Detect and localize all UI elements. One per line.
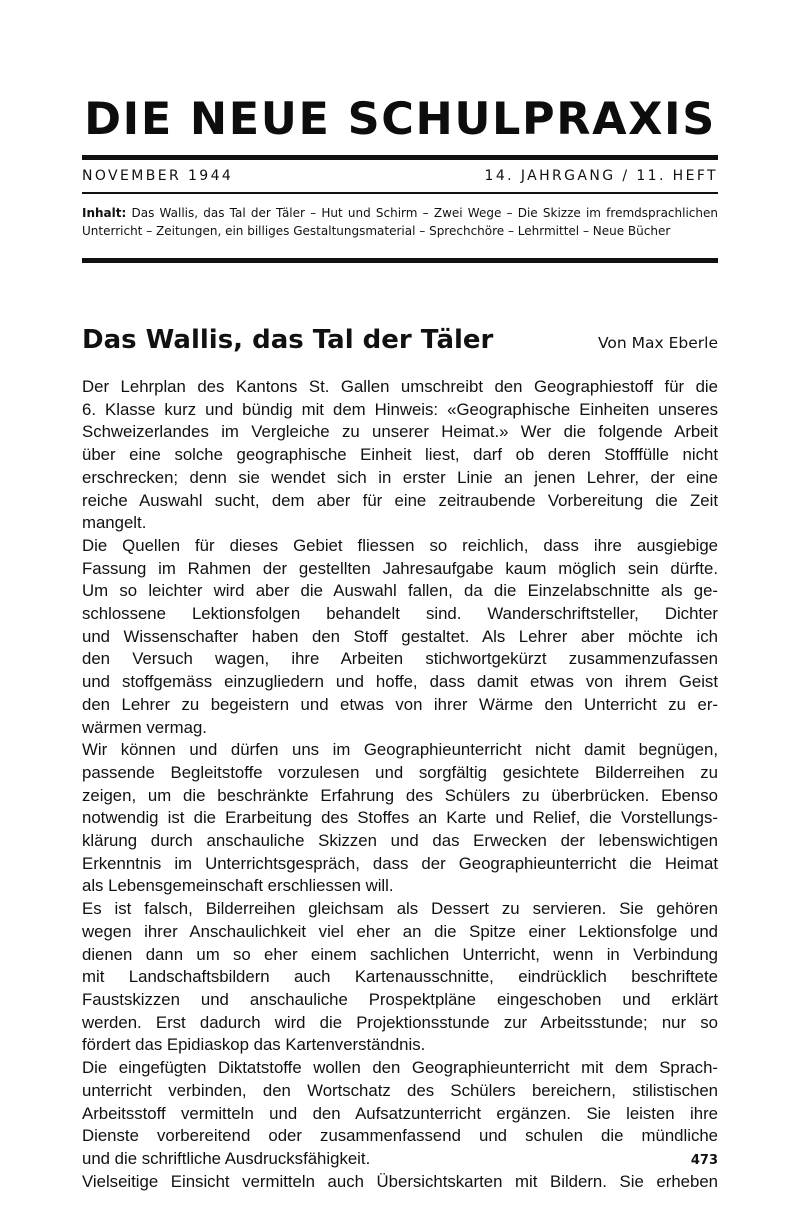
body-line: klärung durch anschauliche Skizzen und das Erwecken der lebenswichtigen <box>82 831 718 851</box>
body-line: und die schriftliche Ausdrucksfähigkeit. <box>82 1148 371 1168</box>
contents-text: Das Wallis, das Tal der Täler – Hut und Schirm – Zwei Wege – Die Skizze im fremdsprachlichen Unterricht – Zeitungen, ein billiges Gestaltungsmaterial – Sprechchöre – Lehrmittel – Neue Bücher <box>82 206 718 238</box>
issue-number: 14. JAHRGANG / 11. HEFT <box>484 168 718 184</box>
contents-rule-bottom <box>82 258 718 263</box>
body-line: Der Lehrplan des Kantons St. Gallen umschreibt den Geographiestoff für die <box>82 377 718 396</box>
body-line: Um so leichter wird aber die Auswahl fallen, da die Einzelabschnitte als ge- <box>82 581 718 601</box>
issue-date: NOVEMBER 1944 <box>82 168 234 184</box>
issue-rule <box>82 192 718 194</box>
body-line: Erkenntnis im Unterrichtsgespräch, dass der Geographieunterricht die Heimat <box>82 853 718 873</box>
journal-title: DIE NEUE SCHULPRAXIS <box>84 94 716 145</box>
body-line: fördert das Epidiaskop das Kartenverständnis. <box>82 1035 426 1055</box>
body-line: mit Landschaftsbildern auch Kartenausschnitte, eindrücklich beschriftete <box>82 967 718 987</box>
body-line: mangelt. <box>82 513 147 533</box>
article-author: Von Max Eberle <box>598 334 718 352</box>
body-line: über eine solche geographische Einheit liest, darf ob deren Stofffülle nicht <box>82 445 718 465</box>
body-line: werden. Erst dadurch wird die Projektionsstunde zur Arbeitsstunde; nur so <box>82 1012 718 1032</box>
page-number: 473 <box>690 1153 718 1168</box>
body-line: Die eingefügten Diktatstoffe wollen den Geographieunterricht mit dem Sprach- <box>82 1058 718 1078</box>
body-line: Faustskizzen und anschauliche Prospektpläne eingeschoben und erklärt <box>82 989 718 1009</box>
body-line: und Wissenschafter haben den Stoff gestaltet. Als Lehrer aber möchte ich <box>82 626 718 646</box>
body-line: den Versuch wagen, ihre Arbeiten stichwortgekürzt zusammenzufassen <box>82 649 718 669</box>
body-line: Vielseitige Einsicht vermitteln auch Übersichtskarten mit Bildern. Sie erheben <box>82 1171 718 1191</box>
article-body <box>82 376 718 1193</box>
body-line: Arbeitsstoff vermitteln und den Aufsatzunterricht ergänzen. Sie leisten ihre <box>82 1103 718 1123</box>
body-line: erschrecken; denn sie wendet sich in erster Linie an jenen Lehrer, der eine <box>82 467 718 487</box>
body-line: Wir können und dürfen uns im Geographieunterricht nicht damit begnügen, <box>82 740 718 760</box>
article-title: Das Wallis, das Tal der Täler <box>82 325 494 355</box>
body-line: Fassung im Rahmen der gestellten Jahresaufgabe kaum möglich sein dürfte. <box>82 558 718 578</box>
body-line: Die Quellen für dieses Gebiet fliessen so reichlich, dass ihre ausgiebige <box>82 535 718 555</box>
table-of-contents <box>82 204 718 240</box>
body-line: und stoffgemäss einzugliedern und hoffe, dass damit etwas von ihrem Geist <box>82 672 718 692</box>
body-line: Schweizerlandes im Vergleiche zu unserer Heimat.» Wer die folgende Arbeit <box>82 422 718 442</box>
issue-info <box>82 166 718 186</box>
body-line: als Lebensgemeinschaft erschliessen will. <box>82 876 394 896</box>
body-line: unterricht verbinden, den Wortschatz des Schülers bereichern, stilistischen <box>82 1080 718 1100</box>
article-header <box>82 318 718 362</box>
body-line: wegen ihrer Anschaulichkeit viel eher an die Spitze einer Lektionsfolge und <box>82 921 718 941</box>
body-line: Es ist falsch, Bilderreihen gleichsam als Dessert zu servieren. Sie gehören <box>82 899 718 919</box>
body-line: notwendig ist die Erarbeitung des Stoffes an Karte und Relief, die Vorstellungs- <box>82 808 718 828</box>
body-line: 6. Klasse kurz und bündig mit dem Hinweis: «Geographische Einheiten unseres <box>82 399 718 419</box>
masthead-rule-top <box>82 155 718 160</box>
body-line: zeigen, um die beschränkte Erfahrung des Schülers zu überbrücken. Ebenso <box>82 785 718 805</box>
body-line: dienen dann um so eher einem sachlichen Unterricht, wenn in Verbindung <box>82 944 718 964</box>
body-line: reiche Auswahl sucht, dem aber für eine zeitraubende Vorbereitung die Zeit <box>82 490 718 510</box>
body-line: Dienste vorbereitend oder zusammenfassend und schulen die mündliche <box>82 1126 718 1146</box>
contents-label: Inhalt: <box>82 206 127 220</box>
body-line: passende Begleitstoffe vorzulesen und sorgfältig gesichtete Bilderreihen zu <box>82 762 718 782</box>
body-line: den Lehrer zu begeistern und etwas von ihrer Wärme den Unterricht zu er- <box>82 694 718 714</box>
body-line: wärmen vermag. <box>82 717 207 737</box>
body-line: schlossene Lektionsfolgen behandelt sind. Wanderschriftsteller, Dichter <box>82 604 718 624</box>
